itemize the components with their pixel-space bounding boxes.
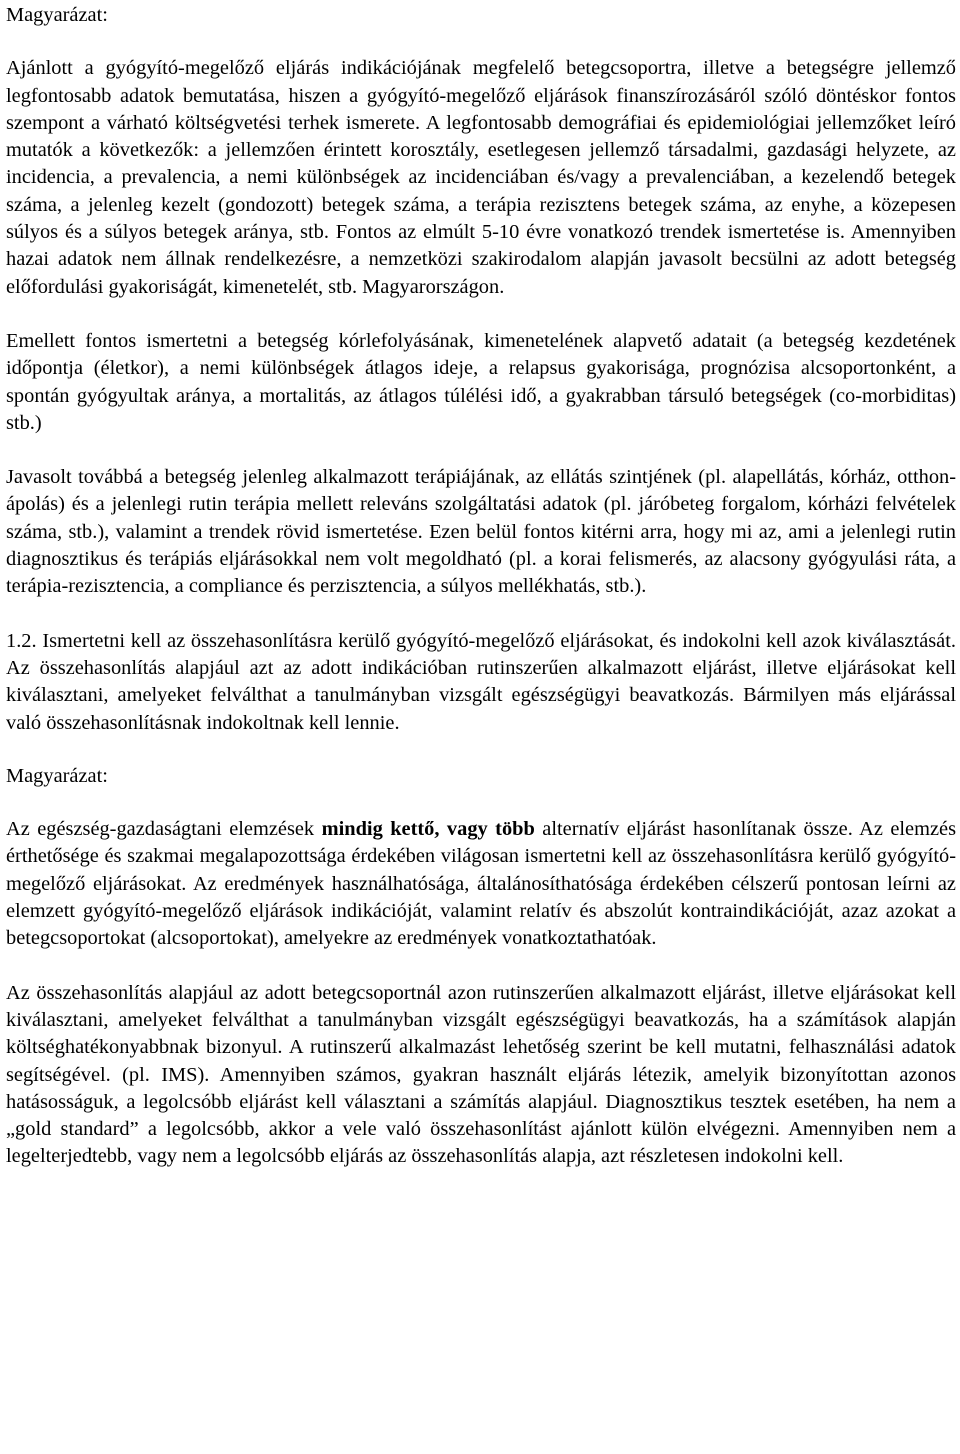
- emphasis-two-or-more: mindig kettő, vagy több: [321, 818, 535, 841]
- paragraph-comparator-selection: 1.2. Ismertetni kell az összehasonlításra kerülő gyógyító-megelőző eljárásokat, és indokolni kell azok kiválasztását. Az összehasonlítás alapjául azt az adott indikációban rutinszerűen alkalmazott eljárást, illetve eljárásokat kell kiválasztani, amelyeket felválthat a tanulmányban vizsgált egészségügyi beavatkozás. Bármilyen más eljárással való összehasonlításnak indokoltnak kell lennie.: [6, 629, 956, 734]
- section-heading-explanation-2: Magyarázat:: [6, 764, 108, 787]
- paragraph-comparator-basis: Az összehasonlítás alapjául az adott betegcsoportnál azon rutinszerűen alkalmazott eljárást, illetve eljárásokat kell kiválasztani, amelyeket felválthat a tanulmányban vizsgált egészségügyi beavatkozás, ha a számítások alapján költséghatékonyabbnak bizonyul. A rutinszerű alkalmazást lehetőség szerint be kell mutatni, felhasználási adatok segítségével. (pl. IMS). Amennyiben számos, gyakran használt eljárás létezik, amelyik bizonyítottan azonos hatásosságuk, a legolcsóbb eljárást kell választani a számítás alapjául. Diagnosztikus tesztek esetében, ha nem a „gold standard” a legolcsóbb, akkor a vele való összehasonlítást ajánlott külön elvégezni. Amennyiben nem a legelterjedtebb, vagy nem a legolcsóbb eljárás az összehasonlítás alapja, azt részletesen indokolni kell.: [6, 981, 956, 1168]
- paragraph-current-therapy: Javasolt továbbá a betegség jelenleg alkalmazott terápiájának, az ellátás szintjének (pl. alapellátás, kórház, otthon-ápolás) és a jelenlegi rutin terápia mellett releváns szolgáltatási adatok (pl. járóbeteg forgalom, kórházi felvételek száma, stb.), valamint a trendek rövid ismertetése. Ezen belül fontos kitérni arra, hogy mi az, ami a jelenlegi rutin diagnosztikus és terápiás eljárásokkal nem volt megoldható (pl. a korai felismerés, az alacsony gyógyulási ráta, a terápia-rezisztencia, a compliance és perzisztencia, a súlyos mellékhatás, stb.).: [6, 466, 956, 598]
- paragraph-alternatives-comparison: [6, 816, 956, 952]
- section-heading-explanation-1: Magyarázat:: [6, 4, 108, 26]
- paragraph-text-end: alternatív eljárást hasonlítanak össze. Az elemzés érthetősége és szakmai megalapozottsága érdekében világosan ismertetni kell az összehasonlításra kerülő gyógyító-megelőző eljárásokat. Az eredmények használhatósága, általánosíthatósága érdekében célszerű pontosan leírni az elemzett gyógyító-megelőző eljárások indikációját, valamint relatív és abszolút kontraindikációját, azaz azokat a betegcsoportokat (alcsoportokat), amelyekre az eredmények vonatkoztathatóak.: [6, 818, 956, 950]
- document-page: [6, 0, 956, 1171]
- paragraph-epidemiology: Ajánlott a gyógyító-megelőző eljárás indikációjának megfelelő betegcsoportra, illetve a betegségre jellemző legfontosabb adatok bemutatása, hiszen a gyógyító-megelőző eljárások finanszírozásáról szóló döntéskor fontos szempont a várható költségvetési terhek ismerete. A legfontosabb demográfiai és epidemiológiai jellemzőket leíró mutatók a következők: a jellemzően érintett korosztály, esetlegesen jellemző társadalmi, gazdasági helyzete, az incidencia, a prevalencia, a nemi különbségek az incidenciában és/vagy a prevalenciában, a kezelendő betegek száma, a jelenleg kezelt (gondozott) betegek száma, a terápia rezisztens betegek száma, az enyhe, a közepesen súlyos és a súlyos betegek aránya, stb. Fontos az elmúlt 5-10 évre vonatkozó trendek ismertetése is. Amennyiben hazai adatok nem állnak rendelkezésre, a nemzetközi szakirodalom alapján javasolt becsülni az adott betegség előfordulási gyakoriságát, kimenetelét, stb. Magyarországon.: [6, 57, 956, 298]
- paragraph-text-start: Az egészség-gazdaságtani elemzések: [6, 818, 322, 841]
- paragraph-disease-course: Emellett fontos ismertetni a betegség kórlefolyásának, kimenetelének alapvető adatait (a betegség kezdetének időpontja (életkor), a nemi különbségek átlagos ideje, a relapsus gyakorisága, prognózisa alcsoportonként, a spontán gyógyultak aránya, a mortalitás, az átlagos túlélési idő, a gyakrabban társuló betegségek (co-morbiditas) stb.): [6, 329, 956, 434]
